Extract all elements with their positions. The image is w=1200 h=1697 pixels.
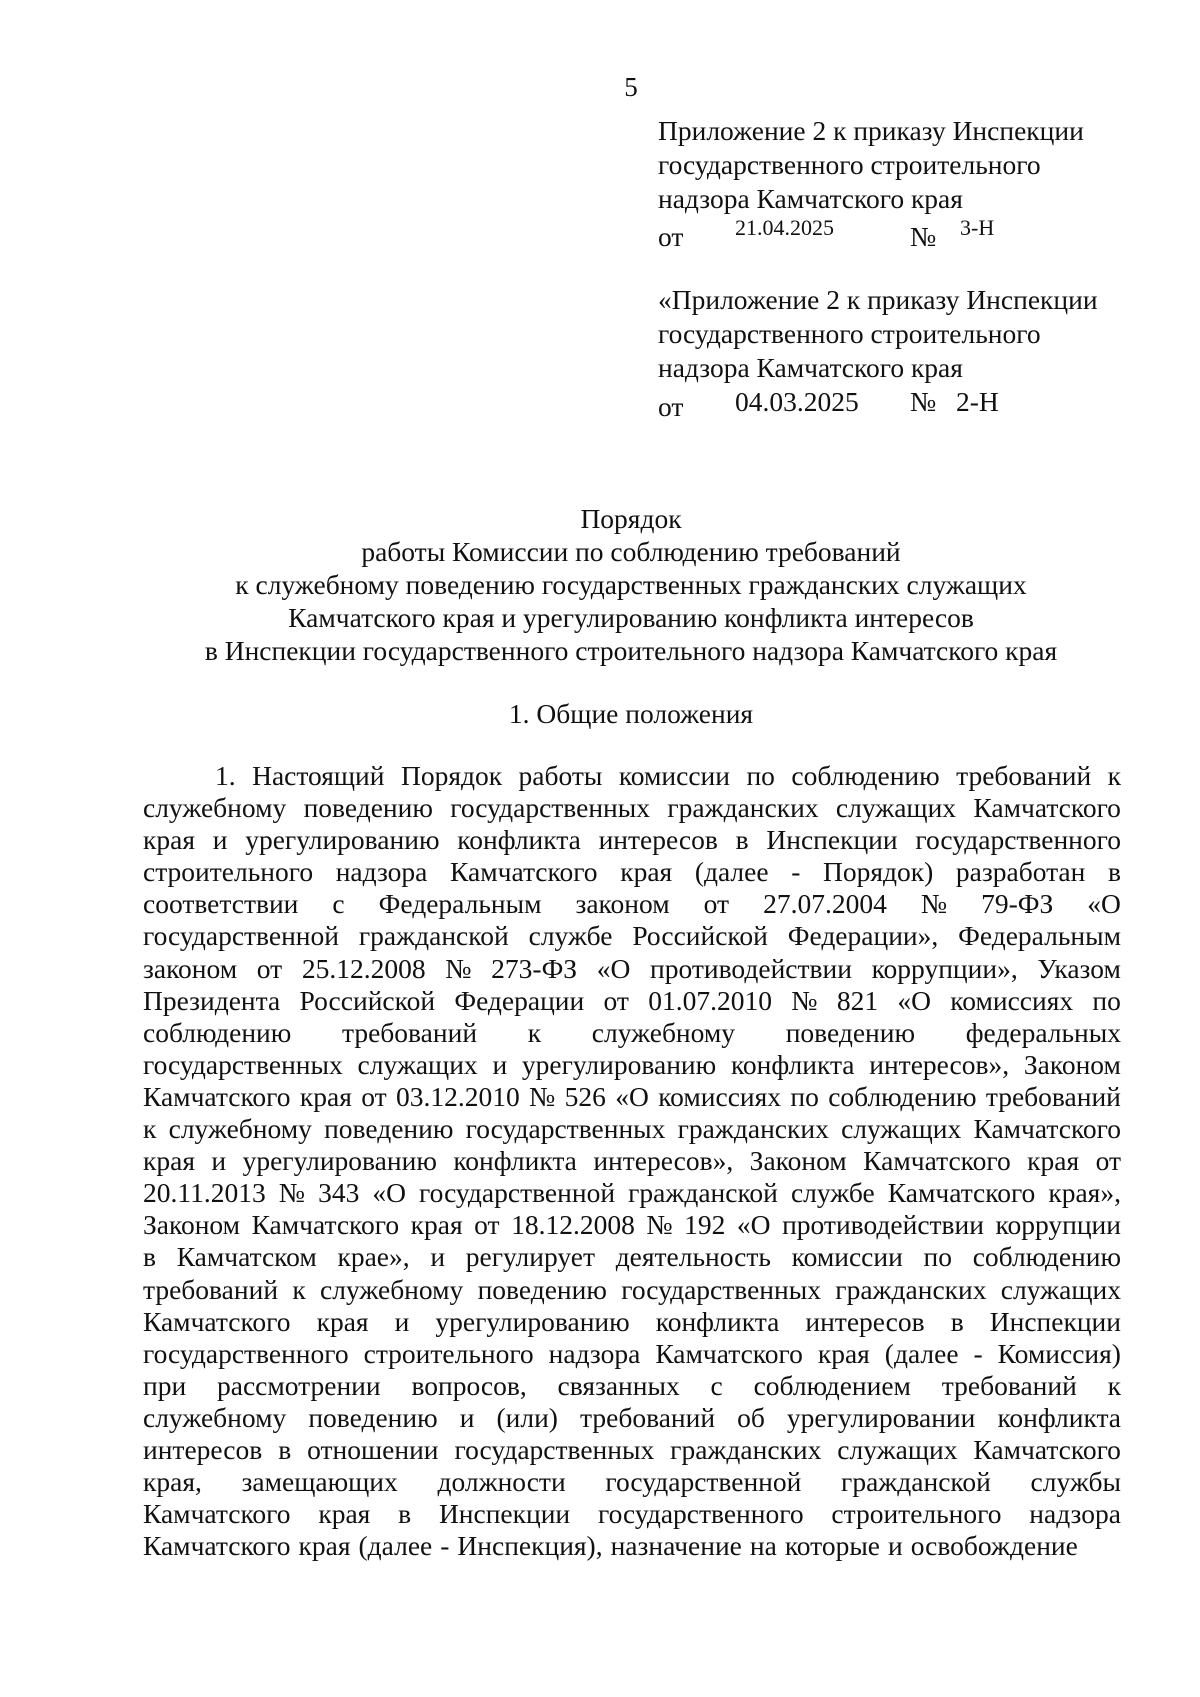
from-label: от	[658, 391, 684, 422]
order-date: 04.03.2025	[735, 386, 859, 417]
annex-line: государственного строительного	[658, 318, 1041, 349]
title-line: к служебному поведению государственных гражданских служащих	[235, 569, 1027, 600]
paragraph-line: Камчатского края (далее - Инспекция), назначение на которые и освобождение	[143, 1530, 1078, 1562]
paragraph-line: служебному поведению государственных гражданских служащих Камчатского	[143, 792, 1121, 824]
paragraph-line: служебному поведению и (или) требований об урегулировании конфликта	[143, 1401, 1121, 1433]
paragraph-line: Камчатского края от 03.12.2010 № 526 «О комиссиях по соблюдению требований	[143, 1080, 1121, 1112]
paragraph-line: государственной гражданской службе Российской Федерации», Федеральным	[143, 920, 1121, 952]
paragraph-line: интересов в отношении государственных гражданских служащих Камчатского	[143, 1433, 1121, 1465]
order-number: 3-Н	[960, 215, 995, 240]
paragraph-line: в Камчатском крае», и регулирует деятельность комиссии по соблюдению	[143, 1241, 1121, 1273]
annex-line: «Приложение 2 к приказу Инспекции	[658, 284, 1098, 315]
section-heading: 1. Общие положения	[508, 698, 754, 729]
title-line: Камчатского края и урегулированию конфликта интересов	[288, 602, 974, 633]
title-line: работы Комиссии по соблюдению требований	[361, 536, 901, 567]
annex-line: надзора Камчатского края	[658, 352, 963, 383]
annex-date-line	[658, 385, 1098, 422]
paragraph-line: соответствии с Федеральным законом от 27.07.2004 № 79-ФЗ «О	[143, 888, 1121, 920]
paragraph-line: государственных служащих и урегулированию конфликта интересов», Законом	[143, 1048, 1121, 1080]
page-number: 5	[624, 72, 638, 102]
order-number: 2-Н	[956, 386, 999, 417]
paragraph-line: государственного строительного надзора Камчатского края (далее - Комиссия)	[143, 1337, 1121, 1369]
paragraph-line: законом от 25.12.2008 № 273-ФЗ «О противодействии коррупции», Указом	[143, 952, 1121, 984]
paragraph-line: при рассмотрении вопросов, связанных с соблюдением требований к	[143, 1369, 1121, 1401]
annex-header-current	[658, 114, 1084, 250]
annex-line: надзора Камчатского края	[658, 183, 963, 214]
paragraph-line: края и урегулированию конфликта интересов», Законом Камчатского края от	[143, 1145, 1121, 1177]
paragraph-line: Законом Камчатского края от 18.12.2008 № 192 «О противодействии коррупции	[143, 1209, 1121, 1241]
paragraph-line: 1. Настоящий Порядок работы комиссии по соблюдению требований к	[215, 760, 1121, 791]
number-sign: №	[910, 221, 937, 252]
document-title	[0, 502, 1200, 667]
paragraph-1	[143, 760, 1121, 1562]
paragraph-line: края, замещающих должности государственной гражданской службы	[143, 1466, 1121, 1498]
paragraph-line: Камчатского края и урегулированию конфликта интересов в Инспекции	[143, 1305, 1121, 1337]
paragraph-line: строительного надзора Камчатского края (далее - Порядок) разработан в	[143, 856, 1121, 888]
number-sign: №	[910, 386, 937, 417]
paragraph-line: соблюдению требований к служебному поведению федеральных	[143, 1016, 1121, 1048]
annex-header-previous	[658, 283, 1098, 422]
paragraph-line: Камчатского края в Инспекции государственного строительного надзора	[143, 1498, 1121, 1530]
annex-line: Приложение 2 к приказу Инспекции	[658, 115, 1084, 146]
from-label: от	[658, 221, 684, 252]
annex-date-line	[658, 216, 1084, 250]
title-line: Порядок	[580, 503, 682, 534]
order-date: 21.04.2025	[735, 215, 834, 240]
paragraph-line: края и урегулированию конфликта интересов в Инспекции государственного	[143, 824, 1121, 856]
paragraph-line: 20.11.2013 № 343 «О государственной гражданской службе Камчатского края»,	[143, 1177, 1121, 1209]
title-line: в Инспекции государственного строительного надзора Камчатского края	[204, 635, 1058, 666]
paragraph-line: к служебному поведению государственных гражданских служащих Камчатского	[143, 1113, 1121, 1145]
paragraph-line: требований к служебному поведению государственных гражданских служащих	[143, 1273, 1121, 1305]
annex-line: государственного строительного	[658, 149, 1041, 180]
paragraph-line: Президента Российской Федерации от 01.07.2010 № 821 «О комиссиях по	[143, 984, 1121, 1016]
